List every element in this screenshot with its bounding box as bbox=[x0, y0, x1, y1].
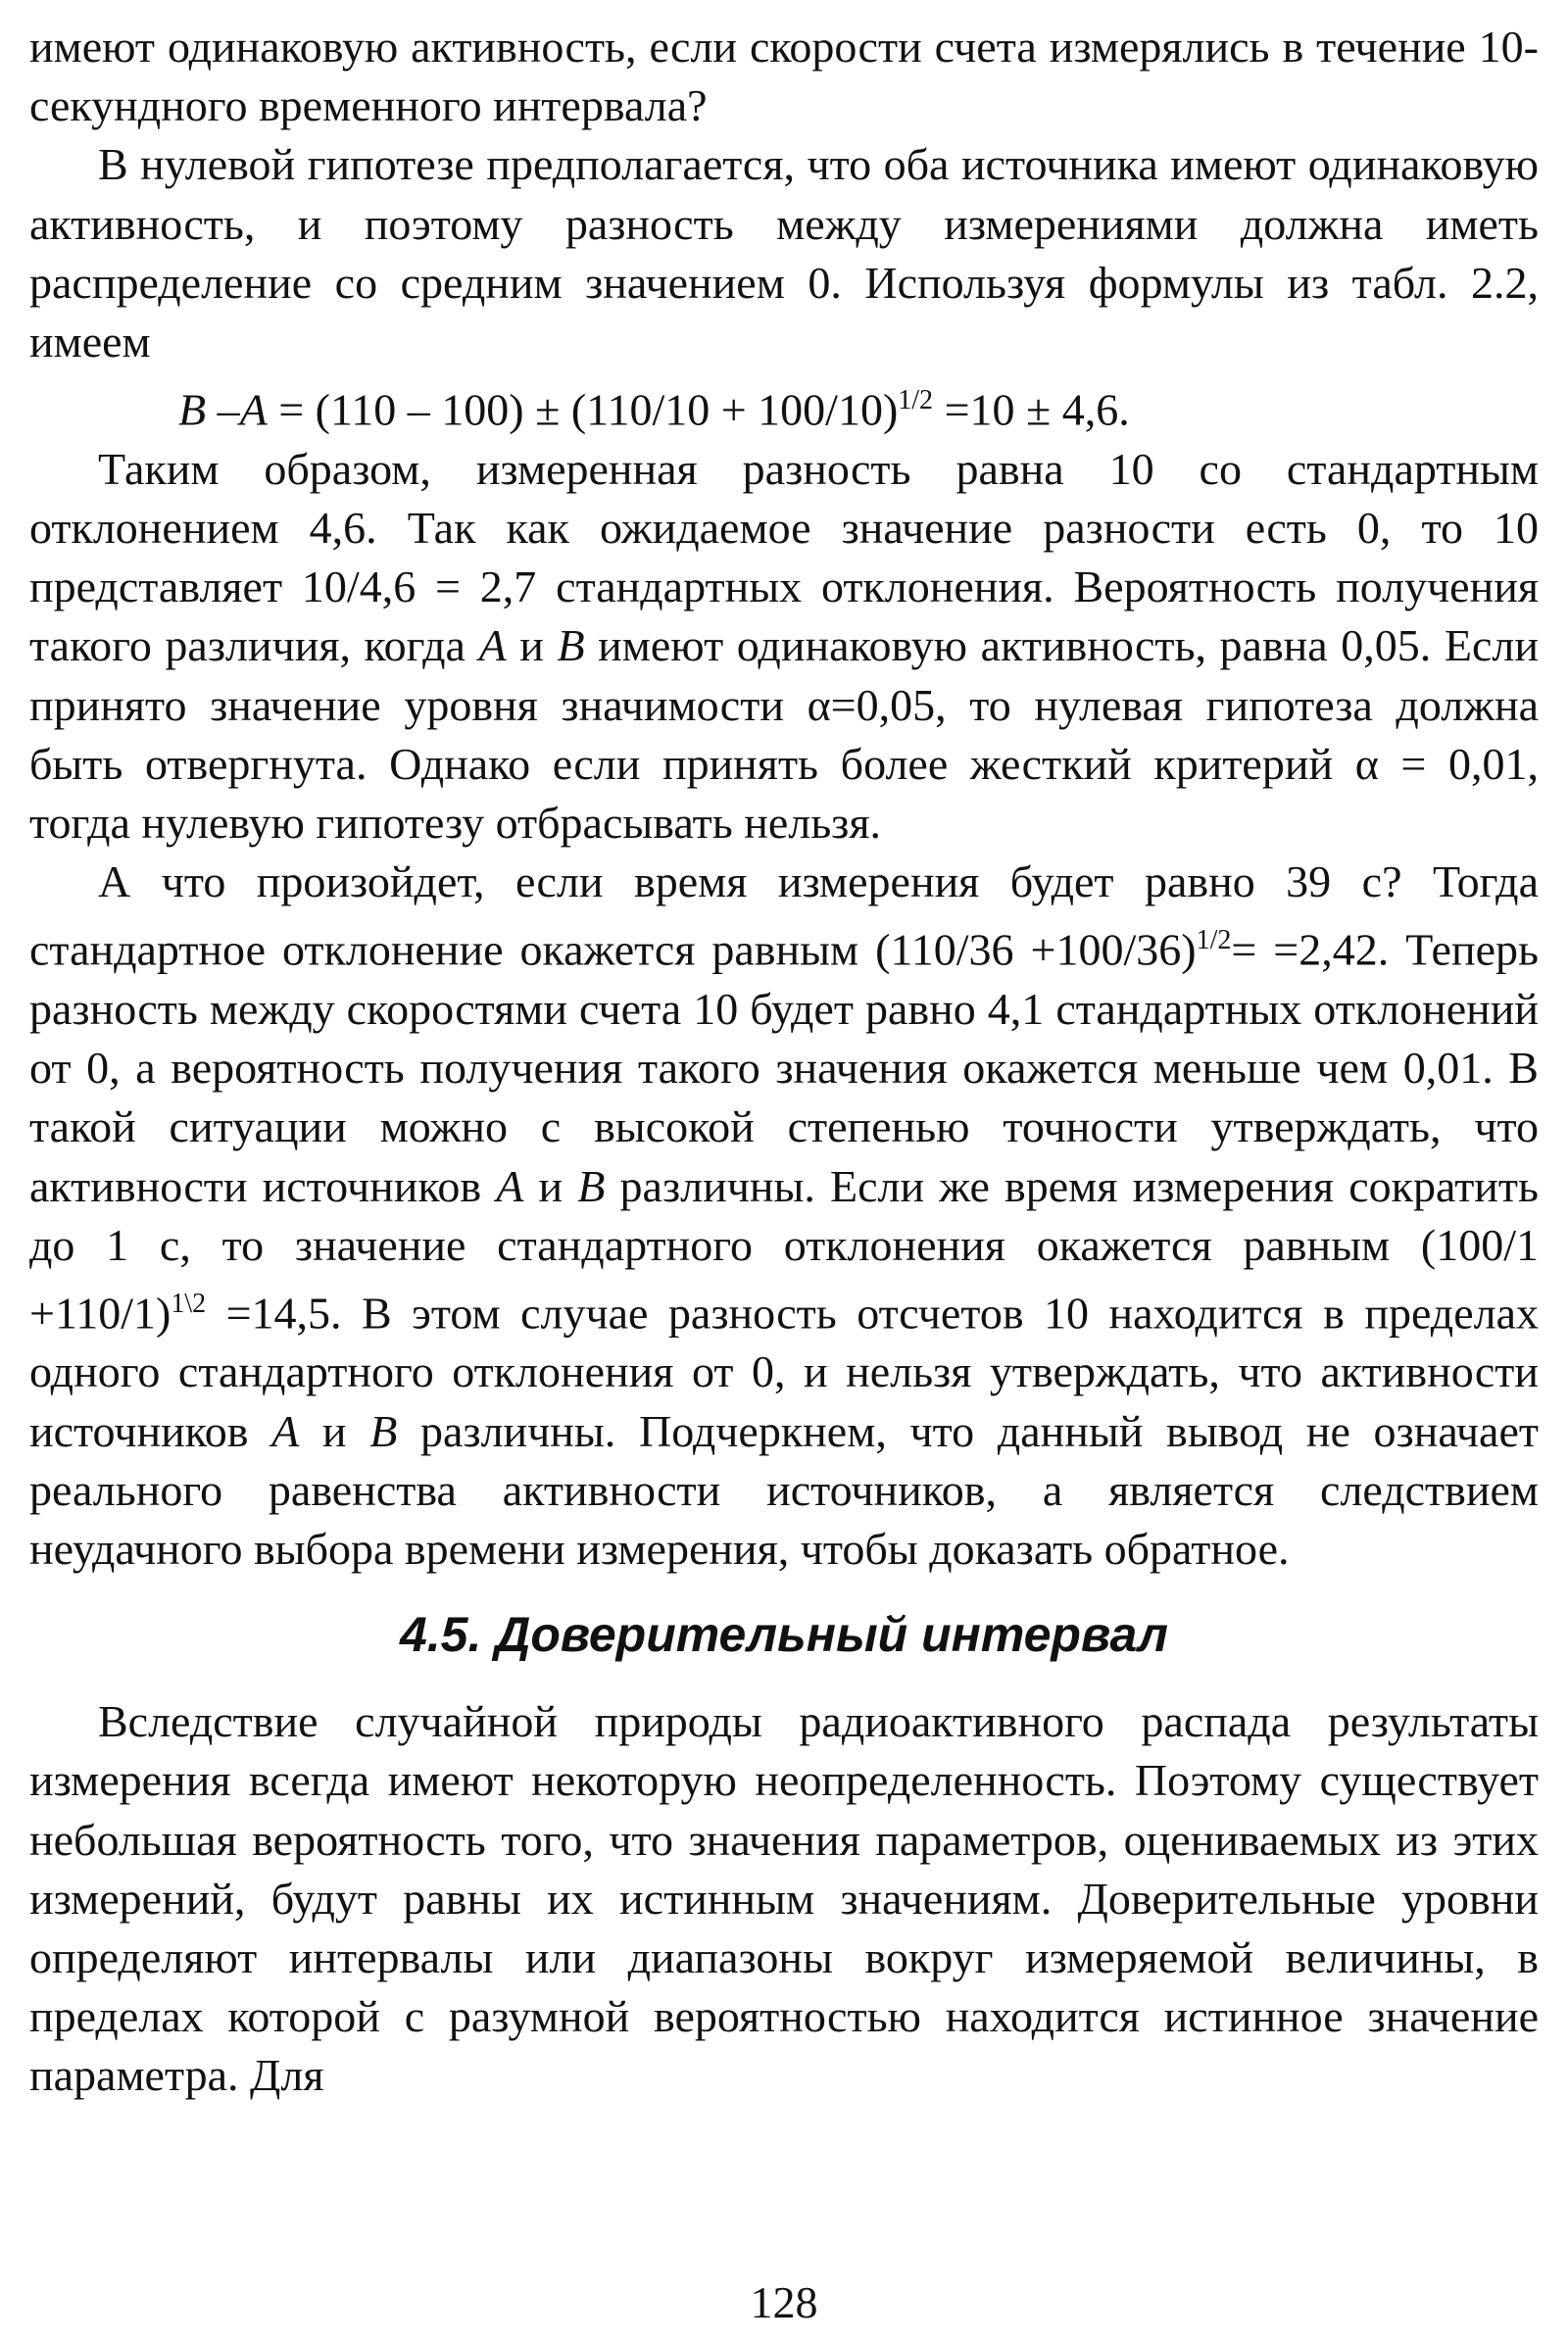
p3-var-a: A bbox=[478, 620, 507, 671]
p3-text-1: Таким образом, измеренная разность равна 10 со стандартным отклонением 4,6. Так как ожидаемое значение разности есть 0, то 10 представляет 10/4,6 = 2,7 стандартных отклонения. Вероятность получения такого различия, когда bbox=[29, 443, 1539, 671]
formula-difference bbox=[29, 371, 1539, 440]
p4-var-a-1: A bbox=[496, 1160, 524, 1211]
paragraph-null-hypothesis: В нулевой гипотезе предполагается, что оба источника имеют одинаковую активность, и поэтому разность между измерениями должна иметь распределение со средним значением 0. Используя формулы из табл. 2.2, имеем bbox=[29, 139, 1539, 367]
formula-exponent: 1/2 bbox=[898, 385, 934, 416]
page-number: 128 bbox=[750, 2277, 818, 2327]
p4-exponent-2: 1\2 bbox=[171, 1288, 207, 1319]
p4-var-a-2: A bbox=[271, 1405, 300, 1456]
p4-var-b-1: B bbox=[577, 1160, 606, 1211]
formula-result: =10 ± 4,6. bbox=[933, 384, 1130, 435]
p4-text-7: различны. Подчеркнем, что данный вывод не означает реального равенства активности источников, а является следствием неудачного выбора времени измерения, чтобы доказать обратное. bbox=[29, 1405, 1539, 1575]
paragraph-confidence-interval: Вследствие случайной природы радиоактивного распада результаты измерения всегда имеют некоторую неопределенность. Поэтому существует небольшая вероятность того, что значения параметров, оцениваемых из этих измерений, будут равны их истинным значениям. Доверительные уровни определяют интервалы или диапазоны вокруг измеряемой величины, в пределах которой с разумной вероятностью находится истинное значение параметра. Для bbox=[29, 1696, 1539, 2101]
p4-text-3: и bbox=[523, 1160, 578, 1211]
p3-text-3: имеют одинаковую активность, равна 0,05. Если принято значение уровня значимости α=0,05, то нулевая гипотеза должна быть отвергнута. Однако если принять более жесткий критерий α = 0,01, тогда нулевую гипотезу отбрасывать нельзя. bbox=[29, 620, 1539, 848]
p4-exponent-1: 1/2 bbox=[1196, 925, 1232, 956]
p4-text-6: и bbox=[299, 1405, 370, 1456]
p3-text-2: и bbox=[506, 620, 558, 671]
formula-var-b: B bbox=[178, 384, 207, 435]
p4-text-4: различны. Если же время измерения сократить до 1 с, то значение стандартного отклонения окажется равным (100/1 +110/1) bbox=[29, 1160, 1539, 1339]
book-page bbox=[29, 0, 1539, 2342]
formula-minus: – bbox=[206, 384, 240, 435]
formula-var-a: A bbox=[239, 384, 268, 435]
p3-var-b: B bbox=[557, 620, 585, 671]
p4-text-5: =14,5. В этом случае разность отсчетов 10 находится в пределах одного стандартного отклонения от 0, и нельзя утверждать, что активности источников bbox=[29, 1288, 1539, 1456]
paragraph-continuation: имеют одинаковую активность, если скорости счета измерялись в течение 10-секундного временного интервала? bbox=[29, 22, 1539, 131]
p4-text-1: А что произойдет, если время измерения будет равно 39 с? Тогда стандартное отклонение окажется равным (110/36 +100/36) bbox=[29, 856, 1539, 975]
p4-var-b-2: B bbox=[369, 1405, 398, 1456]
formula-body: = (110 – 100) ± (110/10 + 100/10) bbox=[267, 384, 899, 435]
paragraph-measured-difference bbox=[29, 440, 1539, 853]
paragraph-measurement-time bbox=[29, 853, 1539, 1579]
p4-text-2: = =2,42. Теперь разность между скоростями счета 10 будет равно 4,1 стандартных отклонений от 0, а вероятность получения такого значения окажется меньше чем 0,01. В такой ситуации можно с высокой степенью точности утверждать, что активности источников bbox=[29, 924, 1539, 1211]
section-heading: 4.5. Доверительный интервал bbox=[399, 1607, 1169, 1663]
